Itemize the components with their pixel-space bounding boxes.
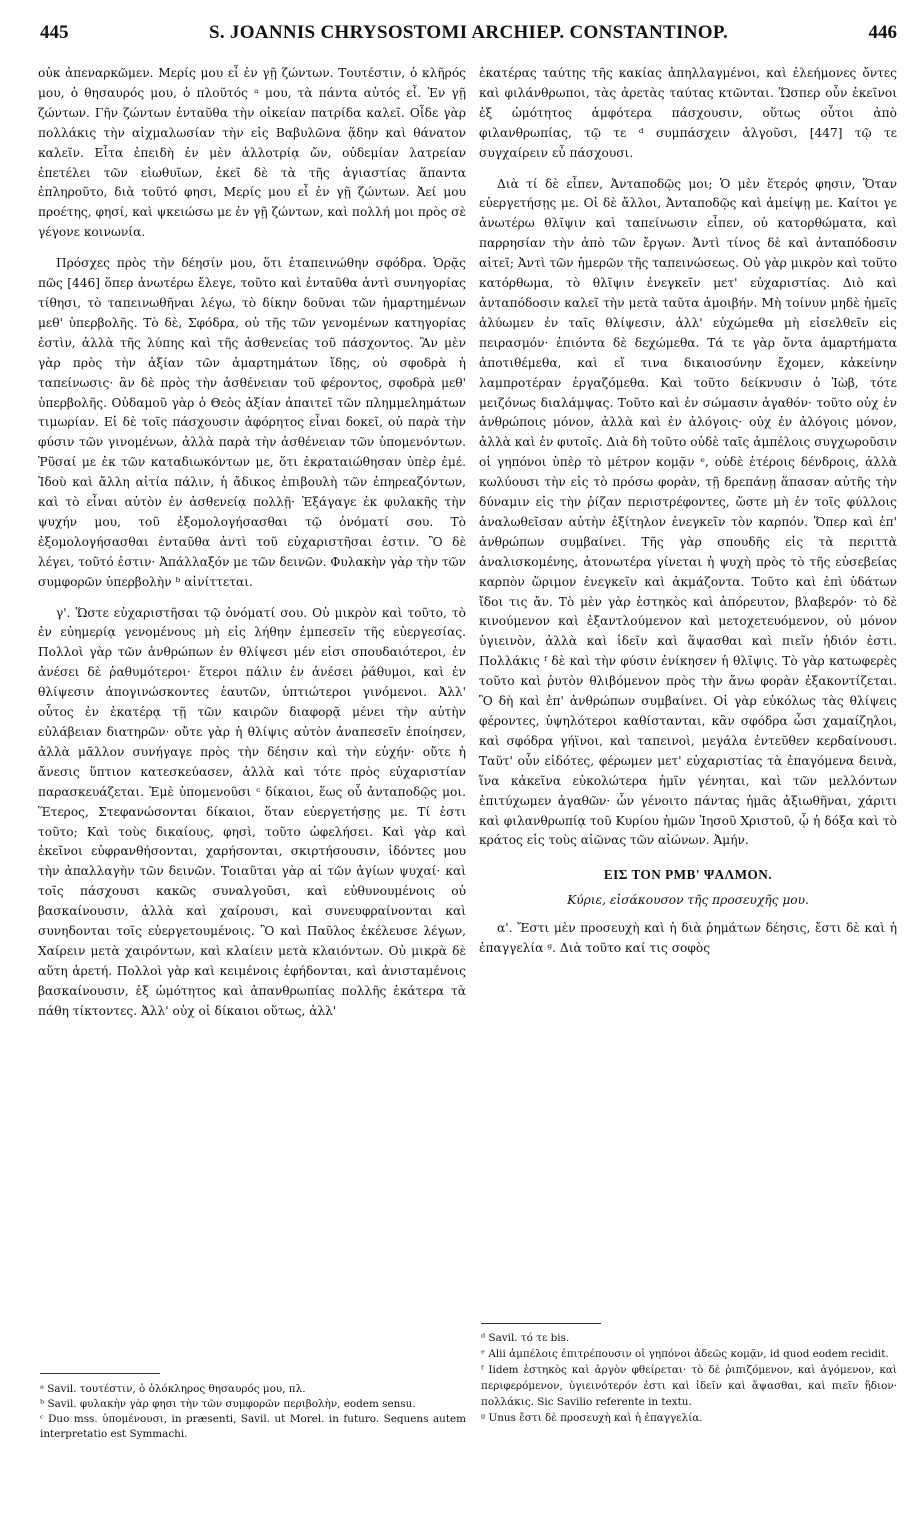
footnote: ᵍ Unus ἔστι δὲ προσευχὴ καὶ ἡ ἐπαγγελία. — [481, 1412, 703, 1424]
paragraph: α'. Ἔστι μὲν προσευχὴ καὶ ἡ διὰ ῥημάτων δέησις, ἔστι δὲ καὶ ἡ ἐπαγγελία ᵍ. Διὰ τοῦτο καί τις σοφὸς — [479, 921, 897, 956]
paragraph: γ'. Ὥστε εὐχαριστῆσαι τῷ ὀνόματί σου. Οὐ μικρὸν καὶ τοῦτο, τὸ ἐν εὐημερίᾳ γενομένους μὴ εἰς λήθην ἐμπεσεῖν τῆς εὐεργεσίας. Πολλοὶ γὰρ τῶν ἀνθρώπων ἐν θλίψεσι μέν εἰσι σπουδαιότεροι, ἐν ἀνέσει δὲ ῥαθυμότεροι· ἕτεροι πάλιν ἐν ἀνέσει ῥάθυμοι, καὶ ἐν θλίψεσιν ἀπογινώσκοντες ἑαυτῶν, ὑπτιώτεροι γινόμενοι. Ἀλλ' οὗτος ἐν ἑκατέρᾳ τῇ τῶν καιρῶν διαφορᾷ μένει τὴν αὐτὴν εὐλάβειαν διατηρῶν· οὔτε γὰρ ἡ θλίψις αὐτὸν ἀναπεσεῖν ἐποίησεν, ἀλλὰ μᾶλλον συνήγαγε πρὸς τὴν δέησιν καὶ τὴν εὐχήν· οὔτε ἡ ἄνεσις ὕπτιον κατεσκεύασεν, ἀλλὰ καὶ τότε πρὸς εὐχαριστίαν παρασκευάζεται. Ἐμὲ ὑπομενοῦσι ᶜ δίκαιοι, ἕως οὗ ἀνταποδῷς μοι. Ἕτερος, Στεφανώσονται δίκαιοι, ὅταν εὐεργετήσῃς με. Τί ἐστι τοῦτο; Καὶ τοὺς δικαίους, φησὶ, τοῦτο ὠφελήσει. Καὶ γὰρ καὶ ἐκεῖνοι εὐφρανθήσονται, χαρήσονται, σκιρτήσουσιν, ἰδόντες μου τὴν ἀπαλλαγὴν τῶν δεινῶν. Τοιαῦται γὰρ αἱ τῶν ἁγίων ψυχαί· καὶ τοῖς πάσχουσι κακῶς συναλγοῦσι, καὶ εὐθυνουμένοις οὐ βασκαίνουσιν, ἀλλὰ καὶ χαίρουσι, καὶ συνευφραίνονται καὶ συνηδονται τοῖς εὐεργετουμένοις. Ὃ καὶ Παῦλος ἐκέλευσε λέγων, Χαίρειν μετὰ χαιρόντων, καὶ κλαίειν μετὰ κλαιόντων. Οὐ μικρὰ δὲ αὕτη ἀρετή. Πολλοὶ γὰρ καὶ κειμένοις ἐφήδονται, καὶ ἀνισταμένοις βασκαίνουσιν, ἐξ ὠμότητος καὶ ἀπανθρωπίας πολλῆς ἑκάτερα τὰ πάθη τίκτοντες. Ἀλλ' οὐχ οἱ δίκαιοι οὕτως, ἀλλ' — [38, 605, 466, 1018]
running-title: S. JOANNIS CHRYSOSTOMI ARCHIEP. CONSTANTINOP. — [208, 22, 729, 43]
paragraph: Πρόσχες πρὸς τὴν δέησίν μου, ὅτι ἐταπεινώθην σφόδρα. Ὁρᾷς πῶς [446] ὅπερ ἀνωτέρω ἔλεγε, τοῦτο καὶ ἐνταῦθα ἀντὶ συνηγορίας τίθησι, τὸ ταπεινωθῆναι λέγω, τὸ δίκην δοῦναι τῶν ἡμαρτημένων μεθ' ὑπερβολῆς. Τὸ δὲ, Σφόδρα, οὐ τῆς τῶν γενομένων κατηγορίας ἐστὶν, ἀλλὰ τῆς λύπης καὶ τῆς ἀσθενείας τοῦ πάσχοντος. Ἂν μὲν γὰρ πρὸς τὴν ἀξίαν τῶν ἁμαρτημάτων ἴδῃς, οὐ σφοδρὰ ἡ ταπείνωσις· ἂν δὲ πρὸς τὴν ἀσθένειαν τοῦ φέροντος, σφοδρὰ μεθ' ὑπερβολῆς. Οὐδαμοῦ γὰρ ὁ Θεὸς ἀξίαν ἀπαιτεῖ τῶν πλημμελημάτων τιμωρίαν. Εἰ δὲ τοῖς πάσχουσιν ἀφόρητος εἶναι δοκεῖ, οὐ παρὰ τὴν φύσιν τῶν γινομένων, ἀλλὰ παρὰ τὴν ἀσθένειαν τῶν ὑπομενόντων. Ῥῦσαί με ἐκ τῶν καταδιωκόντων με, ὅτι ἐκραταιώθησαν ὑπὲρ ἐμέ. Ἰδοὺ καὶ ἄλλη αἰτία πάλιν, ἡ ἄδικος ἐπιβουλὴ τῶν ἐπηρεαζόντων, καὶ τὸ εἶναι αὐτὸν ἐν ἀσθενείᾳ πολλῇ· Ἐξάγαγε ἐκ φυλακῆς τὴν ψυχήν μου, τοῦ ἐξομολογήσασθαι τῷ ὀνόματί σου. Τὸ ἐξομολογήσασθαι ἐνταῦθα ἀντὶ τοῦ εὐχαριστῆσαι ἐστιν. Ὃ δὲ λέγει, τοῦτό ἐστιν· Ἀπάλλαξόν με τῶν δεινῶν. Φυλακὴν γὰρ τὴν τῶν συμφορῶν ὑπερβολὴν ᵇ αἰνίττεται. — [38, 256, 466, 589]
psalm-heading: ΕΙΣ ΤΟΝ ΡΜΒ' ΨΑΛΜΟΝ. — [603, 867, 773, 883]
footnote-divider — [481, 1323, 601, 1324]
footnote: ᵈ Savil. τό τε bis. — [481, 1332, 570, 1344]
footnote-divider — [40, 1373, 160, 1374]
paragraph: οὐκ ἀπεναρκῶμεν. Μερίς μου εἶ ἐν γῇ ζώντων. Τουτέστιν, ὁ κλῆρός μου, ὁ θησαυρός μου, ὁ πλοῦτός ᵃ μου, τὰ πάντα αὐτός εἶ. Ἐν γῇ ζώντων. Γῆν ζώντων ἐνταῦθα τὴν οἰκείαν πατρίδα καλεῖ. Οἶδε γὰρ πολλάκις τὴν αἰχμαλωσίαν τὴν εἰς Βαβυλῶνα ᾅδην καὶ θάνατον καλεῖν. Εἶτα ἐπειδὴ ἐν μὲν ἀλλοτρίᾳ ὤν, οὐδεμίαν λατρείαν ἐπετέλει τῶν εἰωθυῖων, ἐκεῖ δὲ τὰ τῆς ἁγιαστίας ἅπαντα ἐπληροῦτο, διὰ τοῦτό φησι, Μερίς μου εἶ ἐν γῇ ζώντων. Ἀεί μου προέτης, φησί, καὶ ψκειώσω με ἐν γῇ ζώντων, καὶ πολλή μοι πρὸς σὲ γέγονε κοινωνία. — [38, 66, 466, 240]
right-footnotes — [481, 1330, 897, 1426]
footnote: ᶠ Iidem ἑστηκὸς καὶ ἀργὸν φθείρεται· τὸ δὲ ῥιπιζόμενον, καὶ ἀγόμενον, καὶ περιφερόμενον, ὑγιεινότερόν ἐστι καὶ ἰδεῖν καὶ ἅψασθαι, καὶ πιεῖν ἥδιον· πολλάκις. Sic Savilio referente in textu. — [481, 1364, 897, 1408]
footnote: ᶜ Duo mss. ὑπομένουσι, in præsenti, Savil. ut Morel. in futuro. Sequens autem interpretatio est Symmachi. — [40, 1413, 466, 1440]
paragraph: Διὰ τί δὲ εἶπεν, Ἀνταποδῷς μοι; Ὁ μὲν ἕτερός φησιν, Ὅταν εὐεργετήσῃς με. Οἱ δὲ ἄλλοι, Ἀνταποδῷς καὶ ἀμείψῃ με. Καίτοι γε ἀνωτέρω θλῖψιν καὶ ταπείνωσιν εἶπεν, οὐ κατορθώματα, καὶ παρρησίαν τὴν ἀπὸ τῶν ἔργων. Ἀντὶ τίνος δὲ καὶ ἀνταπόδοσιν αἰτεῖ; Ἀντὶ τῶν ἡμερῶν τῆς ταπεινώσεως. Οὐ γὰρ μικρὸν καὶ τοῦτο κατόρθωμα, τὸ θλῖψιν ἐνεγκεῖν μετ' εὐχαριστίας. Διὸ καὶ ἀνταπόδοσιν καλεῖ τὴν μετὰ ταῦτα ἀμοιβήν. Μὴ τοίνυν μηδὲ ἡμεῖς ἀλύωμεν ἐν ταῖς θλίψεσιν, ἀλλ' εὐχώμεθα μὴ εἰσελθεῖν εἰς πειρασμόν· ἐπιόντα δὲ δεχώμεθα. Τά τε γὰρ ὄντα ἁμαρτήματα ἀποτιθέμεθα, καὶ εἴ τινα δικαιοσύνην ἔχομεν, κἀκείνην λαμπροτέραν ἐργαζόμεθα. Καὶ τοῦτο δείκνυσιν ὁ Ἰὼβ, τότε μειζόνως διαλάμψας. Τοῦτο καὶ ἐν σώμασιν ἀγαθόν· τοῦτο οὐχ ἐν ἀνθρώποις μόνον, ἀλλὰ καὶ ἐν ἀλόγοις· οὐχ ἐν ἀλόγοις μόνον, ἀλλὰ καὶ ἐν φυτοῖς. Διὰ δὴ τοῦτο οὐδὲ ταῖς ἀμπέλοις συγχωροῦσιν οἱ γηπόνοι ὑπὲρ τὸ μέτρον κομᾷν ᵉ, οὐδὲ ἑτέροις δένδροις, ἀλλὰ κωλύουσι τὴν εἰς τὸ πρόσω φορὰν, τῇ δρεπάνῃ ἅπασαν αὐτῆς τὴν δύναμιν εἰς τὴν ῥίζαν περιστρέφοντες, ὥστε μὴ ἐν τοῖς φύλλοις ἀναλωθεῖσαν αὐτὴν ἐξίτηλον ἐνεγκεῖν τὸν καρπόν. Ὅπερ καὶ ἐπ' ἀνθρώπων συμβαίνει. Τῆς γὰρ σπουδῆς εἰς τὰ περιττὰ ἀναλισκομένης, ἀτονωτέρα γίνεται ἡ ψυχὴ πρὸς τὸ τῆς εὐσεβείας καρπὸν ὥριμον ἐνεγκεῖν καὶ ἀκμάζοντα. Τοῦτο καὶ ἐπὶ ὑδάτων ἴδοι τις ἄν. Τὸ μὲν γὰρ ἑστηκὸς καὶ ἀπόρευτον, βλαβερόν· τὸ δὲ κινούμενον καὶ ἐξαντλούμενον καὶ μετοχετευόμενον, οὐ μόνον ὑγιεινὸν, ἀλλὰ καὶ ἰδεῖν καὶ ἅψασθαι καὶ πιεῖν ἡδιόν ἐστι. Πολλάκις ᶠ δὲ καὶ τὴν φύσιν ἐνίκησεν ἡ θλῖψις. Τὸ γὰρ κατωφερὲς τοῦτο καὶ ῥυτὸν θλιβόμενον πρὸς τὴν ἄνω φορὰν ἐξακοντίζεται. Ὃ δὴ καὶ ἐπ' ἀνθρώπων συμβαίνει. Οἱ γὰρ εὐκόλως τὰς θλίψεις φέροντες, ὑψηλότεροι καθίστανται, κἂν σφόδρα ὦσι χαμαίζηλοι, καὶ σφόδρα γήϊνοι, καὶ ταπεινοὶ, μεγάλα ἐντεῦθεν κερδαίνουσι. Ταῦτ' οὖν εἰδότες, φέρωμεν μετ' εὐχαριστίας τὰ ἐπαγόμενα δεινὰ, ἵνα κἀκεῖνα εὐκολώτερα ἡμῖν γένηται, καὶ τῶν μελλόντων ἐπιτύχωμεν ἀγαθῶν· ὧν γένοιτο πάντας ἡμᾶς ἀξιωθῆναι, χάριτι καὶ φιλανθρωπίᾳ τοῦ Κυρίου ἡμῶν Ἰησοῦ Χριστοῦ, ᾧ ἡ δόξα καὶ τὸ κράτος εἰς τοὺς αἰῶνας τῶν αἰώνων. Ἀμήν. — [479, 176, 897, 848]
psalm-subheading: Κύριε, εἰσάκουσον τῆς προσευχῆς μου. — [567, 893, 809, 908]
paragraph: ἑκατέρας ταύτης τῆς κακίας ἀπηλλαγμένοι, καὶ ἐλεήμονες ὄντες καὶ φιλάνθρωποι, τὰς ἀρετὰς ταύτας κτῶνται. Ὥσπερ οὖν ἐκεῖνοι ἐξ ὠμότητος ἀμφότερα πάσχουσιν, οὕτως οὗτοι ἀπὸ φιλανθρωπίας, τῷ τε ᵈ συμπάσχειν ἀλγοῦσι, [447] τῷ τε συγχαίρειν εὖ πάσχουσι. — [479, 66, 897, 160]
left-footnotes — [40, 1382, 466, 1442]
running-header — [40, 14, 897, 54]
footnote: ᵇ Savil. φυλακὴν γὰρ φησι τὴν τῶν συμφορῶν περιβολὴν, eodem sensu. — [40, 1398, 416, 1410]
left-column — [38, 64, 466, 1022]
left-page-number: 445 — [40, 22, 69, 43]
right-column — [479, 64, 897, 959]
footnote: ᵉ Alii ἀμπέλοις ἐπιτρέπουσιν οἱ γηπόνοι ἀδεῶς κομᾷν, id quod eodem recidit. — [481, 1348, 889, 1360]
footnote: ᵃ Savil. τουτέστιν, ὁ ὁλόκληρος θησαυρός μου, πλ. — [40, 1383, 306, 1395]
right-page-number: 446 — [868, 22, 897, 43]
